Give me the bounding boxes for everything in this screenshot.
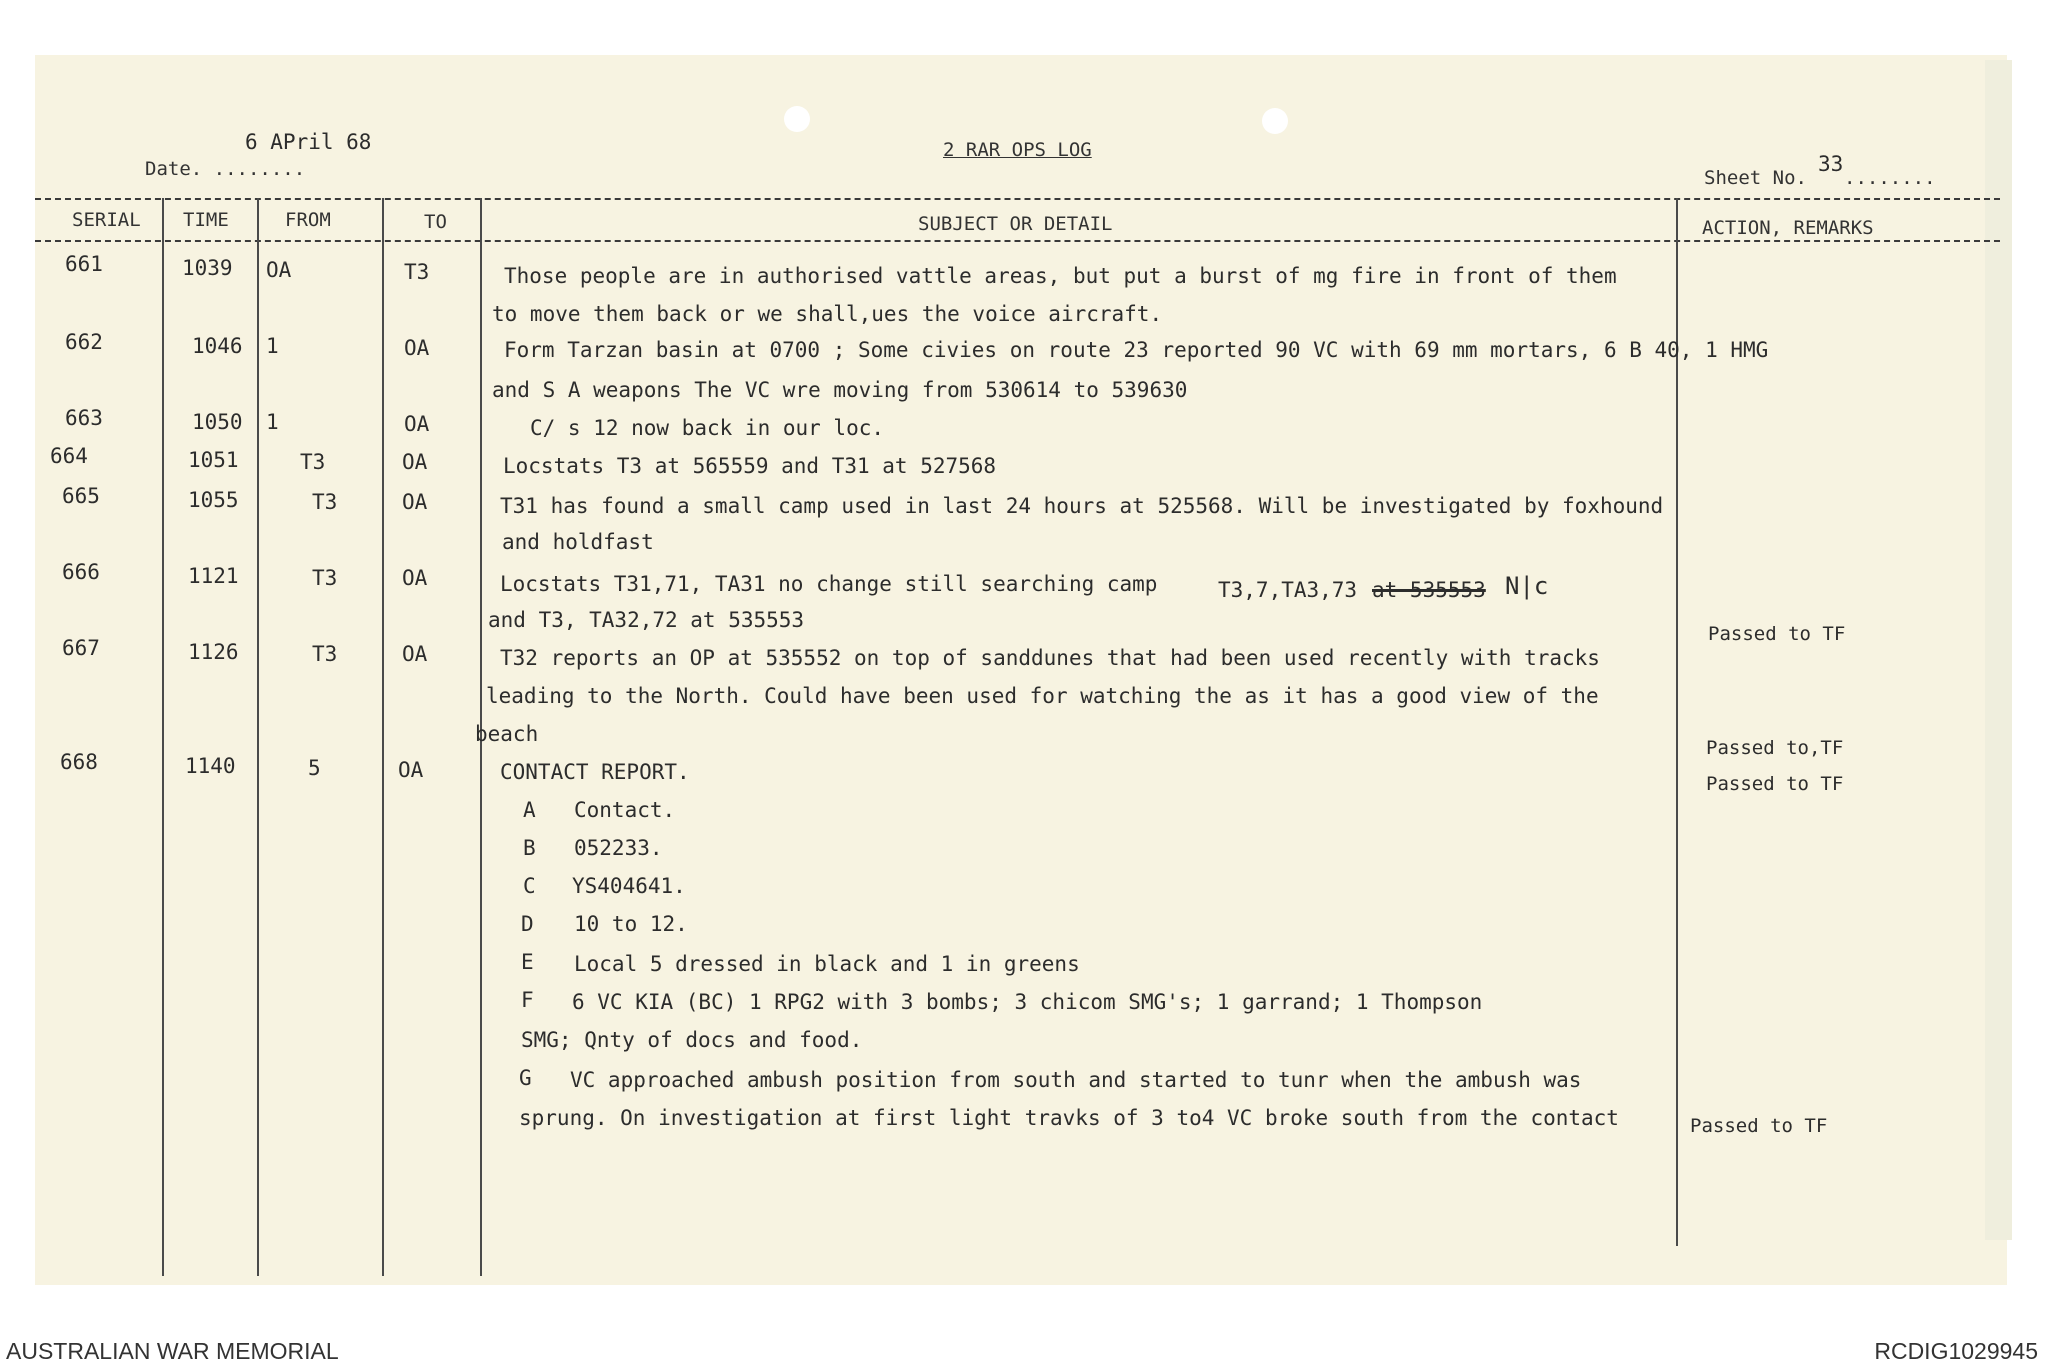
column-divider	[382, 198, 384, 1276]
report-item-text: 10 to 12.	[574, 912, 688, 936]
entry-detail-line: and T3, TA32,72 at 535553	[488, 608, 805, 632]
date-label: Date. ........	[145, 158, 306, 180]
entry-time: 1055	[188, 488, 239, 512]
handwritten-note: N|c	[1505, 572, 1549, 600]
entry-detail-line: Locstats T31,71, TA31 no change still searching camp	[500, 572, 1158, 596]
report-item-continuation: SMG; Qnty of docs and food.	[521, 1028, 863, 1052]
header-bottom-rule	[35, 240, 2000, 242]
report-item-continuation: sprung. On investigation at first light travks of 3 to4 VC broke south from the contact	[519, 1106, 1619, 1130]
entry-serial: 664	[50, 444, 88, 468]
entry-detail-line: Form Tarzan basin at 0700 ; Some civies on route 23 reported 90 VC with 69 mm mortars, 6 B 40, 1 HMG	[504, 338, 1769, 362]
entry-from: 1	[266, 334, 279, 358]
col-header-from: FROM	[285, 209, 331, 231]
entry-from: 1	[266, 410, 279, 434]
entry-detail-line: Those people are in authorised vattle areas, but put a burst of mg fire in front of them	[504, 264, 1617, 288]
entry-aside: T3,7,TA3,73	[1218, 578, 1358, 602]
report-item-text: 6 VC KIA (BC) 1 RPG2 with 3 bombs; 3 chicom SMG's; 1 garrand; 1 Thompson	[572, 990, 1483, 1014]
col-header-time: TIME	[183, 209, 229, 231]
remark: Passed to TF	[1690, 1115, 1828, 1137]
report-item-text: 052233.	[574, 836, 663, 860]
sheet-number: 33	[1818, 152, 1844, 176]
entry-time: 1046	[192, 334, 243, 358]
report-item-letter: E	[521, 950, 534, 974]
entry-time: 1050	[192, 410, 243, 434]
entry-time: 1126	[188, 640, 239, 664]
entry-to: OA	[404, 336, 430, 360]
entry-detail-line: T32 reports an OP at 535552 on top of sanddunes that had been used recently with tracks	[500, 646, 1600, 670]
report-item-letter: A	[523, 798, 536, 822]
report-item-letter: F	[521, 988, 534, 1012]
report-item-text: VC approached ambush position from south and started to tunr when the ambush was	[570, 1068, 1582, 1092]
report-item-text: YS404641.	[572, 874, 686, 898]
entry-to: OA	[402, 490, 428, 514]
entry-serial: 662	[65, 330, 103, 354]
entry-to: T3	[404, 260, 430, 284]
sheet-dots: ........	[1844, 167, 1936, 189]
page-title: 2 RAR OPS LOG	[943, 139, 1092, 161]
report-item-letter: G	[519, 1066, 532, 1090]
entry-from: 5	[308, 756, 321, 780]
entry-to: OA	[402, 642, 428, 666]
entry-detail-line: and holdfast	[502, 530, 654, 554]
column-divider	[257, 198, 259, 1276]
report-item-letter: B	[523, 836, 536, 860]
col-header-serial: SERIAL	[72, 209, 141, 231]
entry-time: 1039	[182, 256, 233, 280]
page-edge	[1985, 60, 2012, 1240]
col-header-to: TO	[424, 211, 447, 233]
entry-to: OA	[404, 412, 430, 436]
entry-to: OA	[402, 566, 428, 590]
report-item-text: Local 5 dressed in black and 1 in greens	[574, 952, 1080, 976]
remark: Passed to TF	[1708, 623, 1846, 645]
entry-serial: 663	[65, 406, 103, 430]
entry-time: 1051	[188, 448, 239, 472]
entry-serial: 666	[62, 560, 100, 584]
column-divider	[162, 198, 164, 1276]
struck-out-text: at 535553	[1372, 578, 1486, 602]
record-id: RCDIG1029945	[1874, 1338, 2038, 1364]
entry-time: 1121	[188, 564, 239, 588]
col-header-action: ACTION, REMARKS	[1702, 217, 1874, 239]
header-top-rule	[35, 198, 2000, 200]
entry-to: OA	[398, 758, 424, 782]
entry-serial: 661	[65, 252, 103, 276]
contact-report-heading: CONTACT REPORT.	[500, 760, 690, 784]
entry-detail-line: T31 has found a small camp used in last 24 hours at 525568. Will be investigated by foxhound	[500, 494, 1664, 518]
punch-hole	[1262, 108, 1288, 134]
punch-hole	[784, 106, 810, 132]
entry-from: T3	[300, 450, 326, 474]
entry-detail-line: Locstats T3 at 565559 and T31 at 527568	[503, 454, 997, 478]
report-item-letter: D	[521, 912, 534, 936]
col-header-subject: SUBJECT OR DETAIL	[918, 213, 1113, 235]
entry-detail-line: C/ s 12 now back in our loc.	[530, 416, 885, 440]
report-item-text: Contact.	[574, 798, 676, 822]
date-value: 6 APril 68	[245, 130, 372, 154]
sheet-label: Sheet No.	[1704, 167, 1807, 189]
entry-from: T3	[312, 566, 338, 590]
remark: Passed to,TF	[1706, 737, 1844, 759]
entry-detail-line: to move them back or we shall,ues the voice aircraft.	[492, 302, 1163, 326]
entry-to: OA	[402, 450, 428, 474]
archive-credit: AUSTRALIAN WAR MEMORIAL	[6, 1338, 339, 1364]
report-item-letter: C	[523, 874, 536, 898]
entry-from: T3	[312, 642, 338, 666]
entry-from: OA	[266, 258, 292, 282]
entry-serial: 667	[62, 636, 100, 660]
entry-time: 1140	[185, 754, 236, 778]
entry-serial: 665	[62, 484, 100, 508]
entry-detail-line: leading to the North. Could have been used for watching the as it has a good view of the	[486, 684, 1599, 708]
entry-detail-line: and S A weapons The VC wre moving from 530614 to 539630	[492, 378, 1188, 402]
entry-from: T3	[312, 490, 338, 514]
remark: Passed to TF	[1706, 773, 1844, 795]
entry-serial: 668	[60, 750, 98, 774]
entry-detail-line: beach	[475, 722, 539, 746]
